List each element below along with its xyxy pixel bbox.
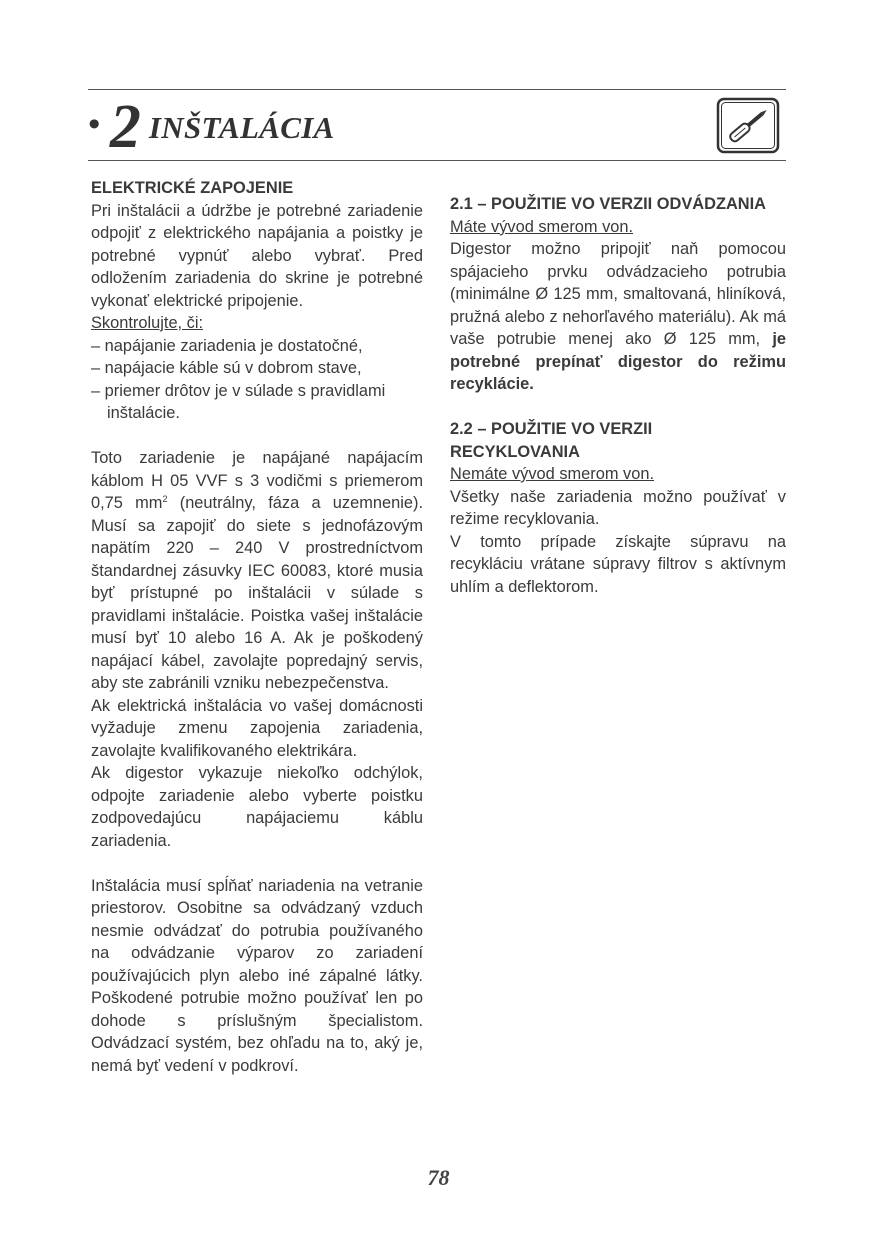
left-column: [91, 177, 423, 1077]
section-heading-electrical: ELEKTRICKÉ ZAPOJENIE: [91, 179, 294, 197]
check-item-1: – napájanie zariadenia je dostatočné,: [91, 336, 363, 355]
check-item-2: – napájacie káble sú v dobrom stave,: [91, 359, 362, 377]
paragraph-recycling-1: Všetky naše zariadenia možno používať v režime recyklovania.: [450, 487, 786, 528]
check-item-3: – priemer drôtov je v súlade s pravidlami inštalácie.: [91, 381, 386, 422]
paragraph-disconnect: Pri inštalácii a údržbe je potrebné zariadenie odpojiť z elektrického napájania a poistky je potrebné vypnúť alebo vybrať. Pred odložením zariadenia do skrine je potrebné vykonať elektrické pripojenie.: [91, 201, 423, 310]
paragraph-extraction: [450, 238, 786, 396]
cable-spec-text: Toto zariadenie je napájané napájacím káblom H 05 VVF s 3 vodičmi s priemerom 0,75 mm: [91, 449, 423, 512]
section-heading-extraction: 2.1 – POUŽITIE VO VERZII ODVÁDZANIA: [450, 195, 767, 213]
paragraph-power-cable: [91, 447, 423, 695]
page-number: 78: [427, 1165, 450, 1190]
chapter-header: [88, 88, 335, 161]
paragraph-deviation: Ak digestor vykazuje niekoľko odchýlok, odpojte zariadenie alebo vyberte poistku zodpovedajúcu napájaciemu káblu zariadenia.: [91, 764, 423, 850]
section-heading-recycling: 2.2 – POUŽITIE VO VERZII RECYKLOVANIA: [450, 420, 653, 461]
paragraph-electrician: Ak elektrická inštalácia vo vašej domácnosti vyžaduje zmenu zapojenia zariadenia, zavolajte kvalifikovaného elektrikára.: [91, 696, 423, 760]
check-label: Skontrolujte, či:: [91, 314, 204, 332]
cable-spec-text-cont: (neutrálny, fáza a uzemnenie). Musí sa zapojiť do siete s jednofázovým napätím 220 – 240 V prostredníctvom štandardnej zásuvky IEC 60083, ktoré musia byť prístupné po inštalácii v súlade s pravidlami inštalácie. Poistka vašej inštalácie musí byť 10 alebo 16 A. Ak je poškodený napájací kábel, zavolajte popredajný servis, aby ste zabránili vzniku nebezpečenstva.: [91, 494, 424, 692]
chapter-number: 2: [109, 93, 141, 161]
extraction-text: Digestor možno pripojiť naň pomocou spájacieho prvku odvádzacieho potrubia (minimálne Ø 125 mm, smaltovaná, hliníková, pružná alebo z nehorľavého materiálu). Ak má vaše potrubie menej ako Ø 125 mm,: [450, 240, 786, 348]
extraction-subheading: Máte vývod smerom von.: [450, 217, 634, 236]
chapter-bullet: •: [88, 106, 100, 143]
right-column: [450, 193, 786, 598]
superscript-2: 2: [162, 494, 168, 504]
chapter-title: INŠTALÁCIA: [148, 110, 335, 145]
paragraph-ventilation: Inštalácia musí spĺňať nariadenia na vetranie priestorov. Osobitne sa odvádzaný vzduch nesmie odvádzať do potrubia používaného na odvádzanie výparov zo zariadení používajúcich plyn alebo iné zápalné látky. Poškodené potrubie možno používať len po dohode s príslušným špecialistom. Odvádzací systém, bez ohľadu na to, aký je, nemá byť vedení v podkroví.: [91, 876, 423, 1075]
recycling-subheading: Nemáte vývod smerom von.: [450, 465, 655, 483]
header-bottom-rule: [88, 160, 786, 161]
screwdriver-icon: [716, 97, 780, 154]
extraction-bold-text: je potrebné prepínať digestor do režimu recyklácie.: [450, 330, 786, 393]
paragraph-recycling-2: V tomto prípade získajte súpravu na recykláciu vrátane súpravy filtrov s aktívnym uhlím a deflektorom.: [450, 532, 786, 596]
